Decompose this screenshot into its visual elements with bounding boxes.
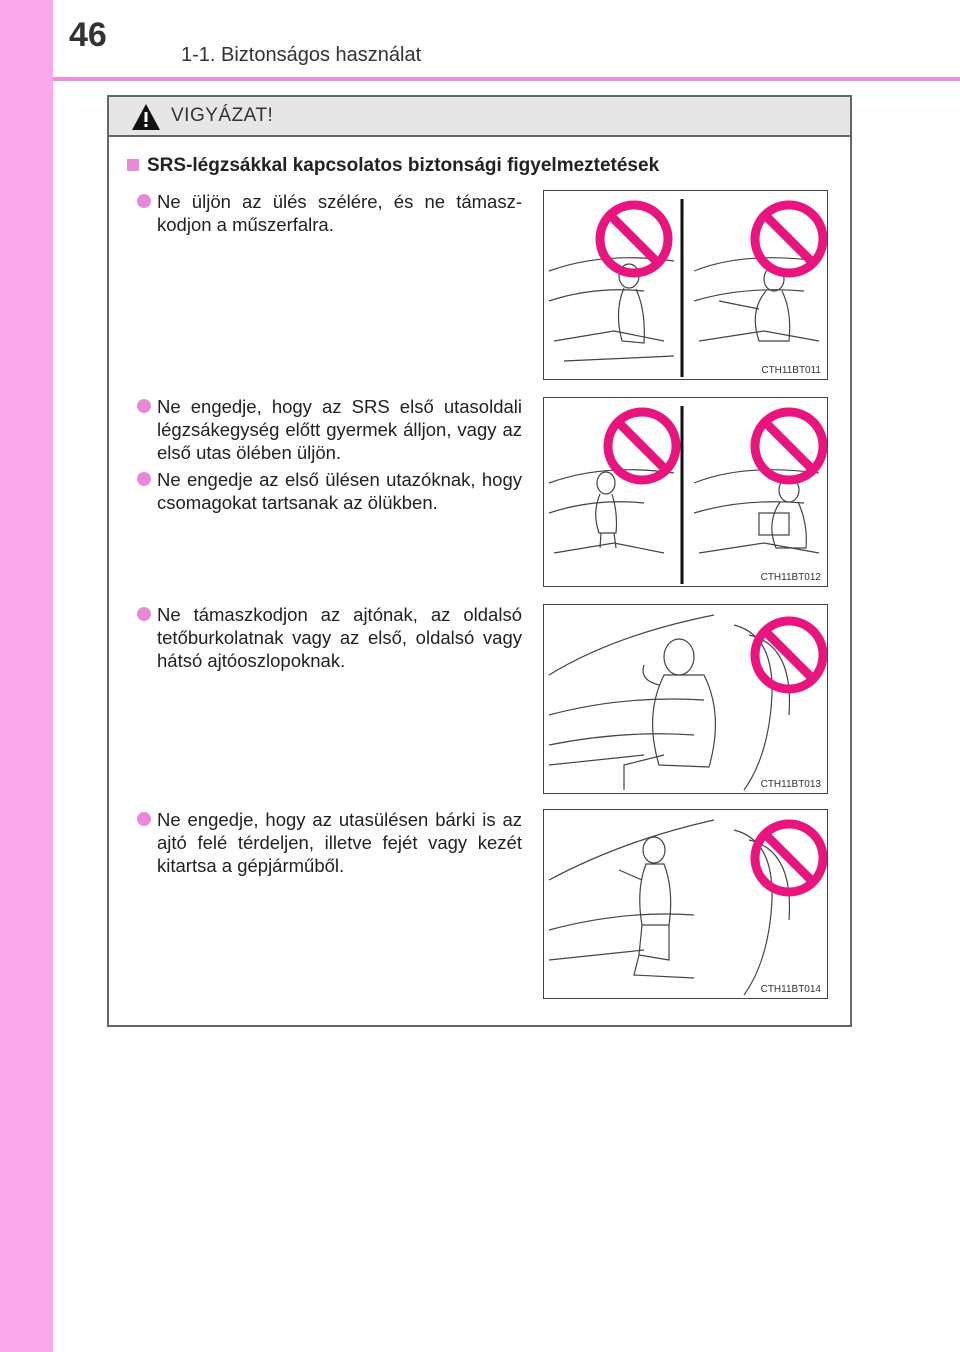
subheading-text: SRS-légzsákkal kapcsolatos biztonsági figyelmeztetések [147,155,660,176]
header-rule [53,77,960,81]
bullet-dot-icon [137,472,151,486]
illustration-drawing [544,191,828,380]
bullet-dot-icon [137,399,151,413]
warning-item [137,468,522,514]
warning-subheading [127,155,659,177]
side-color-strip [0,0,53,1352]
figure-code: CTH11BT014 [760,984,821,995]
warning-header [109,97,850,137]
warning-item [137,603,522,672]
illustration-child-front [543,397,828,587]
warning-item-text: Ne engedje, hogy az utasülésen bárki is az ajtó felé térdeljen, illetve fejét vagy kezét kitartsa a gépjárműből. [157,809,522,876]
illustration-drawing [544,398,828,587]
illustration-seat-edge [543,190,828,380]
warning-item-text: Ne támaszkodjon az ajtónak, az oldalsó tetőburkolatnak vagy az első, oldalsó vagy hátsó ajtóoszlopoknak. [157,604,522,671]
page-number: 46 [69,16,107,54]
bullet-dot-icon [137,812,151,826]
square-bullet-icon [127,159,139,171]
page-header [53,0,960,80]
warning-item [137,395,522,464]
illustration-drawing [544,810,828,999]
warning-triangle-icon [131,103,161,131]
illustration-leaning-door [543,604,828,794]
warning-item [137,808,522,877]
figure-code: CTH11BT011 [761,365,821,376]
warning-label: VIGYÁZAT! [171,105,274,126]
bullet-dot-icon [137,607,151,621]
figure-code: CTH11BT013 [760,779,821,790]
figure-code: CTH11BT012 [760,572,821,583]
illustration-drawing [544,605,828,794]
warning-item-text: Ne engedje, hogy az SRS első utasoldali légzsákegység előtt gyermek álljon, vagy az első utas ölében üljön. [157,396,522,463]
warning-item [137,190,522,236]
warning-item-text: Ne üljön az ülés szélére, és ne támasz-kodjon a műszerfalra. [157,191,522,235]
bullet-dot-icon [137,194,151,208]
section-title: 1-1. Biztonságos használat [181,44,422,66]
illustration-kneeling-door [543,809,828,999]
warning-item-text: Ne engedje az első ülésen utazóknak, hogy csomagokat tartsanak az ölükben. [157,469,522,513]
